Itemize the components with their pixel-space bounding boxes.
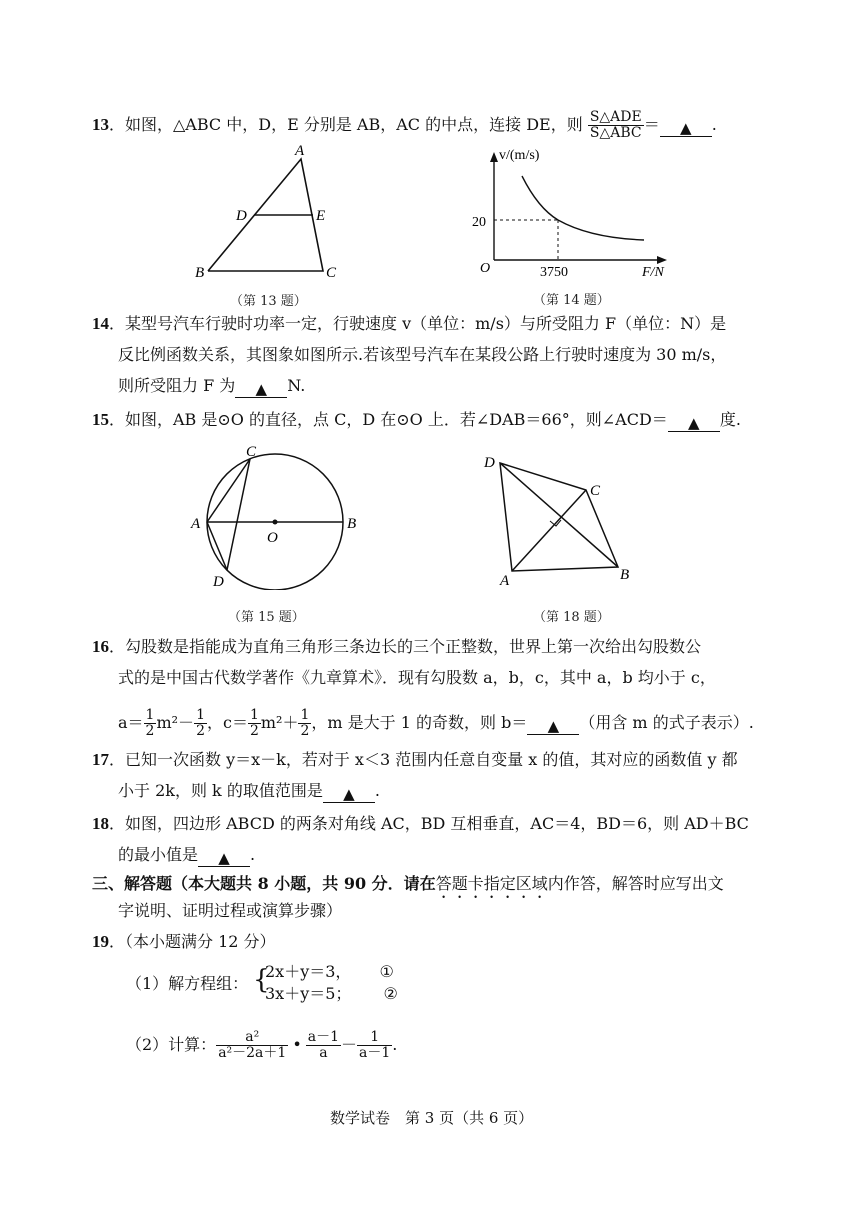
- question-19-part1-label: （1）解方程组：: [126, 974, 249, 993]
- question-14-line2: 反比例函数关系，其图象如图所示.若该型号汽车在某段公路上行驶时速度为 30 m/s，: [118, 345, 727, 364]
- figure-18-quadrilateral: [480, 445, 640, 590]
- question-16-line3: a＝ $\frac{1}{2}$ m²－ $\frac{1}{2}$ ，c＝ $\frac{1}{2}$ m²＋ $\frac{1}{2}$ ，m 是大于 1 的奇数，则 b＝ ▲ （用含 m 的式子表示）.: [118, 707, 754, 739]
- label-C: C: [246, 444, 257, 460]
- label-B: B: [620, 567, 630, 583]
- x-tick-3750: 3750: [540, 265, 568, 280]
- label-D: D: [213, 574, 224, 590]
- answer-blank-14: ▲: [235, 379, 287, 398]
- equation-1: 2x＋y＝3， ①: [265, 962, 394, 981]
- label-A: A: [500, 573, 510, 589]
- page-footer: 数学试卷 第 3 页（共 6 页）: [330, 1109, 534, 1127]
- figure-14-graph: [470, 140, 680, 285]
- equation-2: 3x＋y＝5； ②: [265, 984, 398, 1003]
- question-15: 15．如图，AB 是⊙O 的直径，点 C，D 在⊙O 上．若∠DAB＝66°，则∠ACD＝ ▲ 度.: [92, 410, 741, 432]
- caption-15: （第 15 题）: [228, 610, 305, 625]
- system-brace: {: [253, 965, 270, 995]
- question-17-line1: 17．已知一次函数 y＝x－k，若对于 x＜3 范围内任意自变量 x 的值，其对应的函数值 y 都: [92, 750, 738, 769]
- y-axis-label: v/(m/s): [499, 148, 540, 163]
- section-3-line2: 字说明、证明过程或演算步骤）: [118, 901, 343, 920]
- question-16-line2: 式的是中国古代数学著作《九章算术》．现有勾股数 a，b，c，其中 a，b 均小于 c，: [118, 668, 716, 687]
- area-ratio: $\frac{\text{S△ADE}}{\text{S△ABC}}$: [589, 109, 642, 141]
- fraction-2: $\frac{a-1}{a}$: [307, 1029, 340, 1061]
- fraction-half: $\frac{1}{2}$: [196, 707, 205, 739]
- label-B: B: [347, 516, 357, 532]
- label-C: C: [590, 483, 601, 499]
- y-tick-20: 20: [472, 215, 486, 230]
- fraction-3: $\frac{1}{a-1}$: [359, 1029, 391, 1061]
- question-19-head: 19．（本小题满分 12 分）: [92, 932, 276, 951]
- answer-blank-13: ▲: [660, 118, 712, 137]
- section-3-heading: 三、解答题（本大题共 8 小题，共 90 分．请在答题卡指定区域内作答，解答时应写出文: [92, 874, 724, 893]
- answer-blank-16: ▲: [527, 716, 579, 735]
- label-O: O: [267, 530, 278, 546]
- answer-blank-17: ▲: [323, 784, 375, 803]
- question-16-line1: 16．勾股数是指能成为直角三角形三条边长的三个正整数，世界上第一次给出勾股数公: [92, 637, 702, 656]
- answer-blank-18: ▲: [198, 848, 250, 867]
- question-18-line1: 18．如图，四边形 ABCD 的两条对角线 AC，BD 互相垂直，AC＝4，BD＝6，则 AD＋BC: [92, 814, 749, 833]
- caption-18: （第 18 题）: [533, 610, 610, 625]
- caption-13: （第 13 题）: [230, 294, 307, 309]
- question-17-line2: 小于 2k，则 k 的取值范围是 ▲ .: [118, 781, 380, 803]
- origin-label: O: [480, 261, 491, 276]
- question-19-part2: （2）计算： $\frac{\text{a²}}{\text{a²－2a＋1}}$ • $\frac{a-1}{a}$ － $\frac{1}{a-1}$ .: [126, 1029, 398, 1061]
- label-D: D: [484, 455, 495, 471]
- label-C: C: [326, 265, 337, 281]
- label-A: A: [295, 143, 305, 159]
- fraction-half: $\frac{1}{2}$: [249, 707, 259, 739]
- question-14-line3: 则所受阻力 F 为 ▲ N.: [118, 376, 306, 398]
- question-18-line2: 的最小值是 ▲ .: [118, 845, 256, 867]
- label-E: E: [316, 208, 326, 224]
- answer-blank-15: ▲: [668, 413, 720, 432]
- caption-14: （第 14 题）: [533, 293, 610, 308]
- fraction-half: $\frac{1}{2}$: [145, 707, 155, 739]
- figure-13-triangle: [190, 140, 350, 285]
- fraction-1: $\frac{\text{a²}}{\text{a²－2a＋1}}$: [218, 1029, 287, 1061]
- label-D: D: [236, 208, 247, 224]
- label-A: A: [191, 516, 201, 532]
- question-13: 13．如图，△ABC 中，D，E 分别是 AB，AC 的中点，连接 DE，则 $\frac{\text{S△ADE}}{\text{S△ABC}}$ ＝ ▲ .: [92, 109, 717, 141]
- label-B: B: [195, 265, 205, 281]
- fraction-half: $\frac{1}{2}$: [300, 707, 310, 739]
- x-axis-label: F/N: [642, 265, 664, 280]
- question-14-line1: 14．某型号汽车行驶时功率一定，行驶速度 v（单位：m/s）与所受阻力 F（单位：N）是: [92, 314, 727, 333]
- figure-15-circle: [185, 440, 365, 590]
